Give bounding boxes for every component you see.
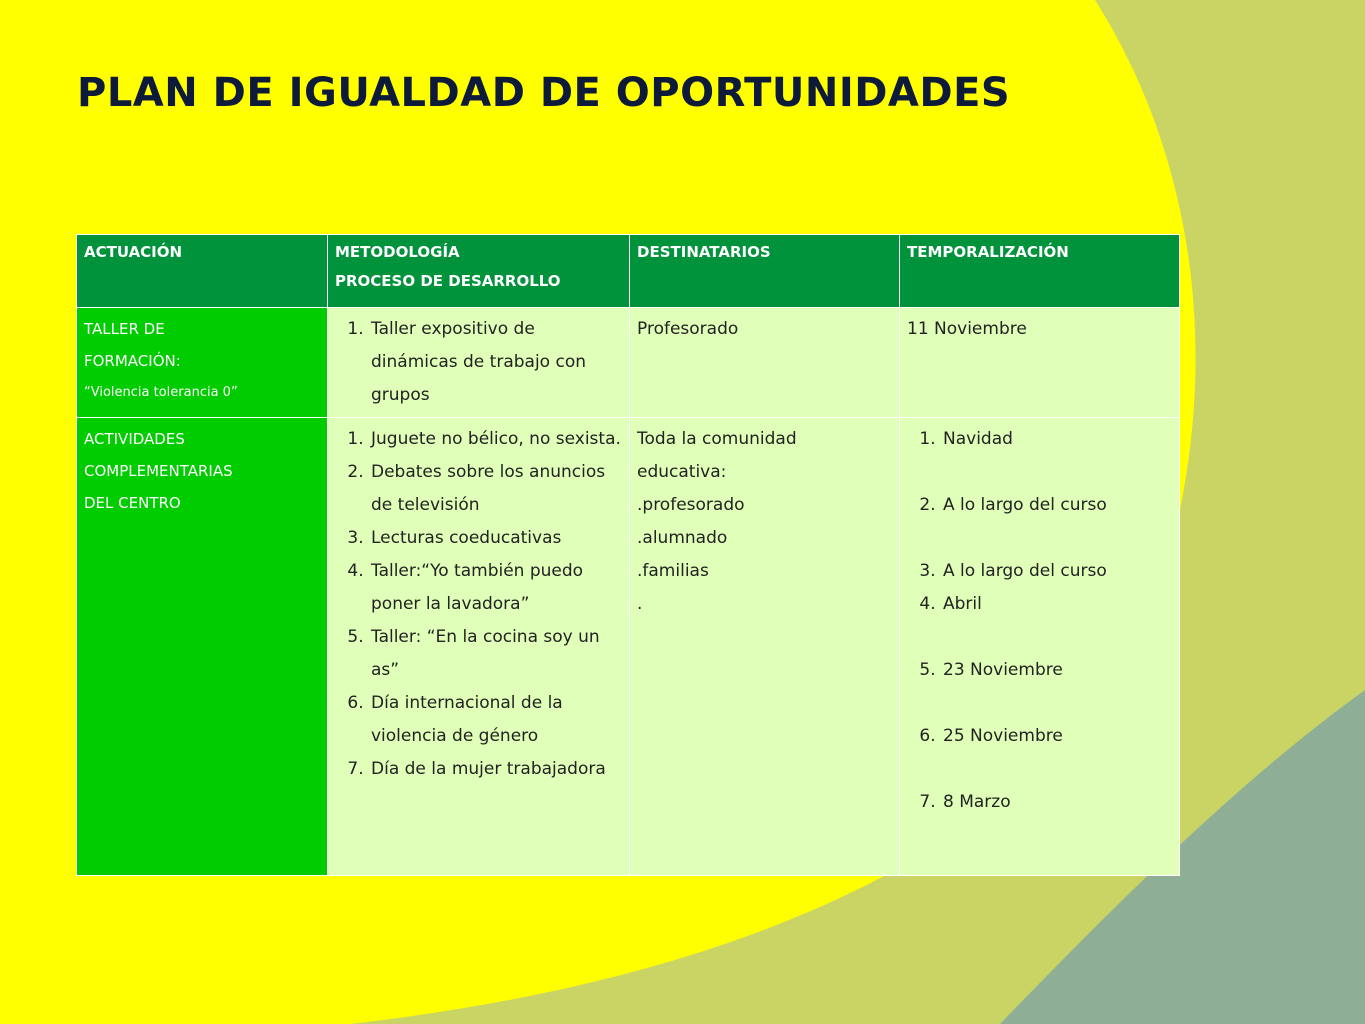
list-item: 7. 8 Marzo: [941, 786, 1172, 819]
row-temporalizacion: 11 Noviembre: [900, 308, 1180, 418]
row-metodologia: [328, 308, 630, 418]
table-row: [77, 418, 1180, 876]
header-metodologia: METODOLOGÍA PROCESO DE DESARROLLO: [328, 235, 630, 308]
list-item: 4. Abril: [941, 588, 1172, 621]
row-metodologia: [328, 418, 630, 876]
table-header-row: [77, 235, 1180, 308]
row-temporalizacion: [900, 418, 1180, 876]
list-item: 5. Taller: “En la cocina soy un as”: [369, 621, 622, 687]
row-destinatarios: Toda la comunidad educativa: .profesorado .alumnado .familias .: [630, 418, 900, 876]
row-actuacion: TALLER DE FORMACIÓN: “Violencia tolerancia 0”: [77, 308, 328, 418]
list-item: 3. Lecturas coeducativas: [369, 522, 622, 555]
header-temporalizacion: TEMPORALIZACIÓN: [900, 235, 1180, 308]
list-item: 6. Día internacional de la violencia de género: [369, 687, 622, 753]
list-item: 1. Navidad: [941, 423, 1172, 456]
row-destinatarios: Profesorado: [630, 308, 900, 418]
page-title: PLAN DE IGUALDAD DE OPORTUNIDADES: [77, 70, 1011, 116]
list-item: 6. 25 Noviembre: [941, 720, 1172, 753]
list-item: 2. A lo largo del curso: [941, 489, 1172, 522]
plan-table: [76, 234, 1180, 876]
list-item: 5. 23 Noviembre: [941, 654, 1172, 687]
list-item: 7. Día de la mujer trabajadora: [369, 753, 622, 786]
list-item: 1. Taller expositivo de dinámicas de trabajo con grupos: [369, 313, 622, 412]
table-row: [77, 308, 1180, 418]
list-item: 2. Debates sobre los anuncios de televisión: [369, 456, 622, 522]
row-actuacion: ACTIVIDADES COMPLEMENTARIAS DEL CENTRO: [77, 418, 328, 876]
list-item: 1. Juguete no bélico, no sexista.: [369, 423, 622, 456]
header-actuacion: ACTUACIÓN: [77, 235, 328, 308]
list-item: 3. A lo largo del curso: [941, 555, 1172, 588]
header-destinatarios: DESTINATARIOS: [630, 235, 900, 308]
list-item: 4. Taller:“Yo también puedo poner la lavadora”: [369, 555, 622, 621]
